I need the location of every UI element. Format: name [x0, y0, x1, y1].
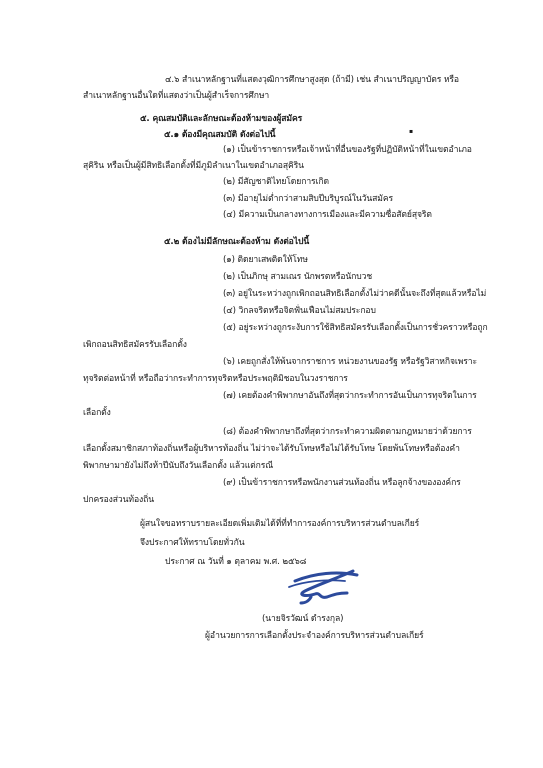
doc-line: เลือกตั้งสมาชิกสภาท้องถิ่นหรือผู้บริหารท้องถิ่น ไม่ว่าจะได้รับโทษหรือไม่ได้รับโทษ โดยพ้นโทษหรือต้องคำ — [83, 444, 460, 454]
signature — [275, 567, 365, 607]
doc-line: (๑) ติดยาเสพติดให้โทษ — [223, 255, 308, 265]
subsection-heading: ๕.๒ ต้องไม่มีลักษณะต้องห้าม ดังต่อไปนี้ — [164, 237, 310, 247]
doc-line: ๔.๖ สำเนาหลักฐานที่แสดงวุฒิการศึกษาสูงสุด (ถ้ามี) เช่น สำเนาปริญญาบัตร หรือ — [165, 75, 459, 85]
doc-line: (๓) อยู่ในระหว่างถูกเพิกถอนสิทธิเลือกตั้งไม่ว่าคดีนั้นจะถึงที่สุดแล้วหรือไม่ — [223, 289, 487, 299]
signer-name: (นายจิรวัฒน์ ดำรงกุล) — [262, 614, 344, 624]
doc-line: สำเนาหลักฐานอื่นใดที่แสดงว่าเป็นผู้สำเร็จการศึกษา — [83, 91, 270, 101]
doc-line: ทุจริตต่อหน้าที่ หรือถือว่ากระทำการทุจริตหรือประพฤติมิชอบในวงราชการ — [83, 374, 348, 384]
announce-date: ประกาศ ณ วันที่ ๑ ตุลาคม พ.ศ. ๒๕๖๘ — [165, 557, 307, 567]
doc-line: ปกครองส่วนท้องถิ่น — [83, 495, 155, 505]
doc-line: (๒) มีสัญชาติไทยโดยการเกิด — [223, 177, 329, 187]
doc-line: (๔) วิกลจริตหรือจิตฟั่นเฟือนไม่สมประกอบ — [223, 306, 376, 316]
doc-line: (๙) เป็นข้าราชการหรือพนักงานส่วนท้องถิ่น หรือลูกจ้างขององค์กร — [223, 478, 461, 488]
contact-line: ผู้สนใจขอทราบรายละเอียดเพิ่มเติมได้ที่ที่ทำการองค์การบริหารส่วนตำบลเกียร์ — [140, 519, 420, 529]
doc-line: (๕) อยู่ระหว่างถูกระงับการใช้สิทธิสมัครรับเลือกตั้งเป็นการชั่วคราวหรือถูก — [223, 323, 488, 333]
doc-line: (๑) เป็นข้าราชการหรือเจ้าหน้าที่อื่นของรัฐที่ปฏิบัติหน้าที่ในเขตอำเภอ — [223, 145, 472, 155]
stray-mark: ▪ — [409, 128, 414, 135]
announce-line: จึงประกาศให้ทราบโดยทั่วกัน — [140, 538, 245, 548]
signer-title: ผู้อำนวยการการเลือกตั้งประจำองค์การบริหารส่วนตำบลเกียร์ — [205, 631, 424, 641]
doc-line: (๔) มีความเป็นกลางทางการเมืองและมีความซื่อสัตย์สุจริต — [223, 210, 432, 220]
doc-line: เลือกตั้ง — [83, 408, 111, 418]
doc-line: เพิกถอนสิทธิสมัครรับเลือกตั้ง — [83, 340, 187, 350]
doc-line: (๗) เคยต้องคำพิพากษาอันถึงที่สุดว่ากระทำการอันเป็นการทุจริตในการ — [223, 391, 477, 401]
section-heading: ๕. คุณสมบัติและลักษณะต้องห้ามของผู้สมัคร — [140, 114, 303, 124]
doc-line: (๒) เป็นภิกษุ สามเณร นักพรตหรือนักบวช — [223, 272, 373, 282]
doc-line: สุคิริน หรือเป็นผู้มีสิทธิเลือกตั้งที่มีภูมิลำเนาในเขตอำเภอสุคิริน — [83, 161, 304, 171]
subsection-heading: ๕.๑ ต้องมีคุณสมบัติ ดังต่อไปนี้ — [164, 130, 276, 140]
doc-line: (๓) มีอายุไม่ต่ำกว่าสามสิบปีบริบูรณ์ในวันสมัคร — [223, 194, 393, 204]
doc-line: (๘) ต้องคำพิพากษาถึงที่สุดว่ากระทำความผิดตามกฎหมายว่าด้วยการ — [223, 427, 472, 437]
doc-line: (๖) เคยถูกสั่งให้พ้นจากราชการ หน่วยงานของรัฐ หรือรัฐวิสาหกิจเพราะ — [223, 357, 478, 367]
doc-line: พิพากษามายังไม่ถึงห้าปีนับถึงวันเลือกตั้ง แล้วแต่กรณี — [83, 461, 274, 471]
